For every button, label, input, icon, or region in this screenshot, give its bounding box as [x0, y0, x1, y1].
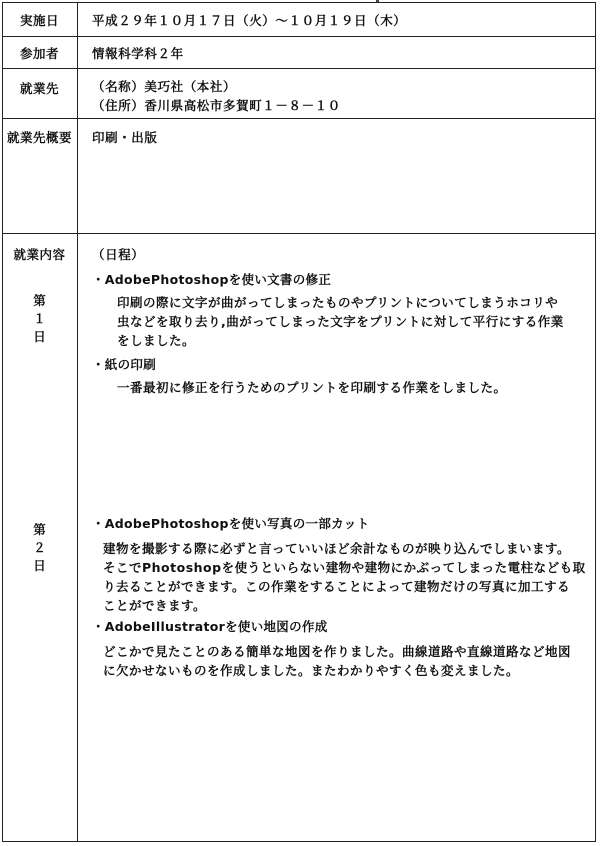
participant-label: 参加者: [19, 46, 59, 61]
text-line: 虫などを取り去り,曲がってしまった文字をプリントに対して平行にする作業: [117, 314, 564, 329]
day1-task2-text: [117, 378, 595, 397]
text-line: 建物を撮影する際に必ずと言っていいほど余計なものが映り込んでしまいます。: [103, 541, 571, 556]
text-line: ことができます。: [103, 598, 207, 613]
day1-task1-text: [117, 293, 595, 350]
text-line: どこかで見たことのある簡単な地図を作りました。曲線道路や直線道路など地図: [103, 644, 572, 659]
schedule-heading: （日程）: [92, 247, 145, 262]
overview-value: 印刷・出版: [92, 130, 158, 145]
overview-label: 就業先概要: [6, 130, 72, 145]
day1-mark-char: １: [33, 311, 46, 326]
company-name: （名称）美巧社（本社）: [92, 79, 237, 94]
work-label: 就業内容: [13, 247, 66, 262]
row-divider: [2, 68, 596, 69]
day2-mark-char: 第: [33, 522, 46, 537]
date-value: 平成２９年１０月１７日（火）～１０月１９日（木）: [92, 13, 407, 28]
day1-task1-title: ・AdobePhotoshopを使い文書の修正: [92, 272, 332, 287]
participant-value: 情報科学科２年: [92, 46, 184, 61]
day1-mark-char: 日: [33, 329, 46, 344]
row-divider: [2, 233, 596, 234]
day2-mark: [2, 521, 77, 575]
day2-task2-title: ・AdobeIllustratorを使い地図の作成: [92, 619, 328, 634]
row-divider: [2, 36, 596, 37]
text-line: に欠かせないものを作成しました。またわかりやすく色も変えました。: [103, 663, 520, 678]
text-line: 一番最初に修正を行うためのプリントを印刷する作業をしました。: [117, 380, 507, 395]
text-line: り去ることができます。この作業をすることによって建物だけの写真に加工する: [103, 579, 571, 594]
text-line: そこでPhotoshopを使うといらない建物や建物にかぶってしまった電柱なども取: [103, 560, 586, 575]
day1-task2-title: ・紙の印刷: [92, 357, 157, 372]
company-label: 就業先: [19, 81, 59, 96]
row-divider: [2, 118, 596, 119]
date-label: 実施日: [19, 13, 59, 28]
label-column-divider: [77, 2, 78, 842]
text-line: をしました。: [117, 333, 196, 348]
day2-task1-title: ・AdobePhotoshopを使い写真の一部カット: [92, 516, 370, 531]
day1-mark: [2, 292, 77, 346]
day2-mark-char: ２: [33, 540, 46, 555]
day2-mark-char: 日: [33, 558, 46, 573]
text-line: 印刷の際に文字が曲がってしまったものやプリントについてしまうホコリや: [117, 295, 559, 310]
day1-mark-char: 第: [33, 293, 46, 308]
day2-task1-text: [103, 539, 595, 615]
company-address: （住所）香川県高松市多賀町１－８－１０: [92, 98, 341, 113]
day2-task2-text: [103, 642, 595, 680]
